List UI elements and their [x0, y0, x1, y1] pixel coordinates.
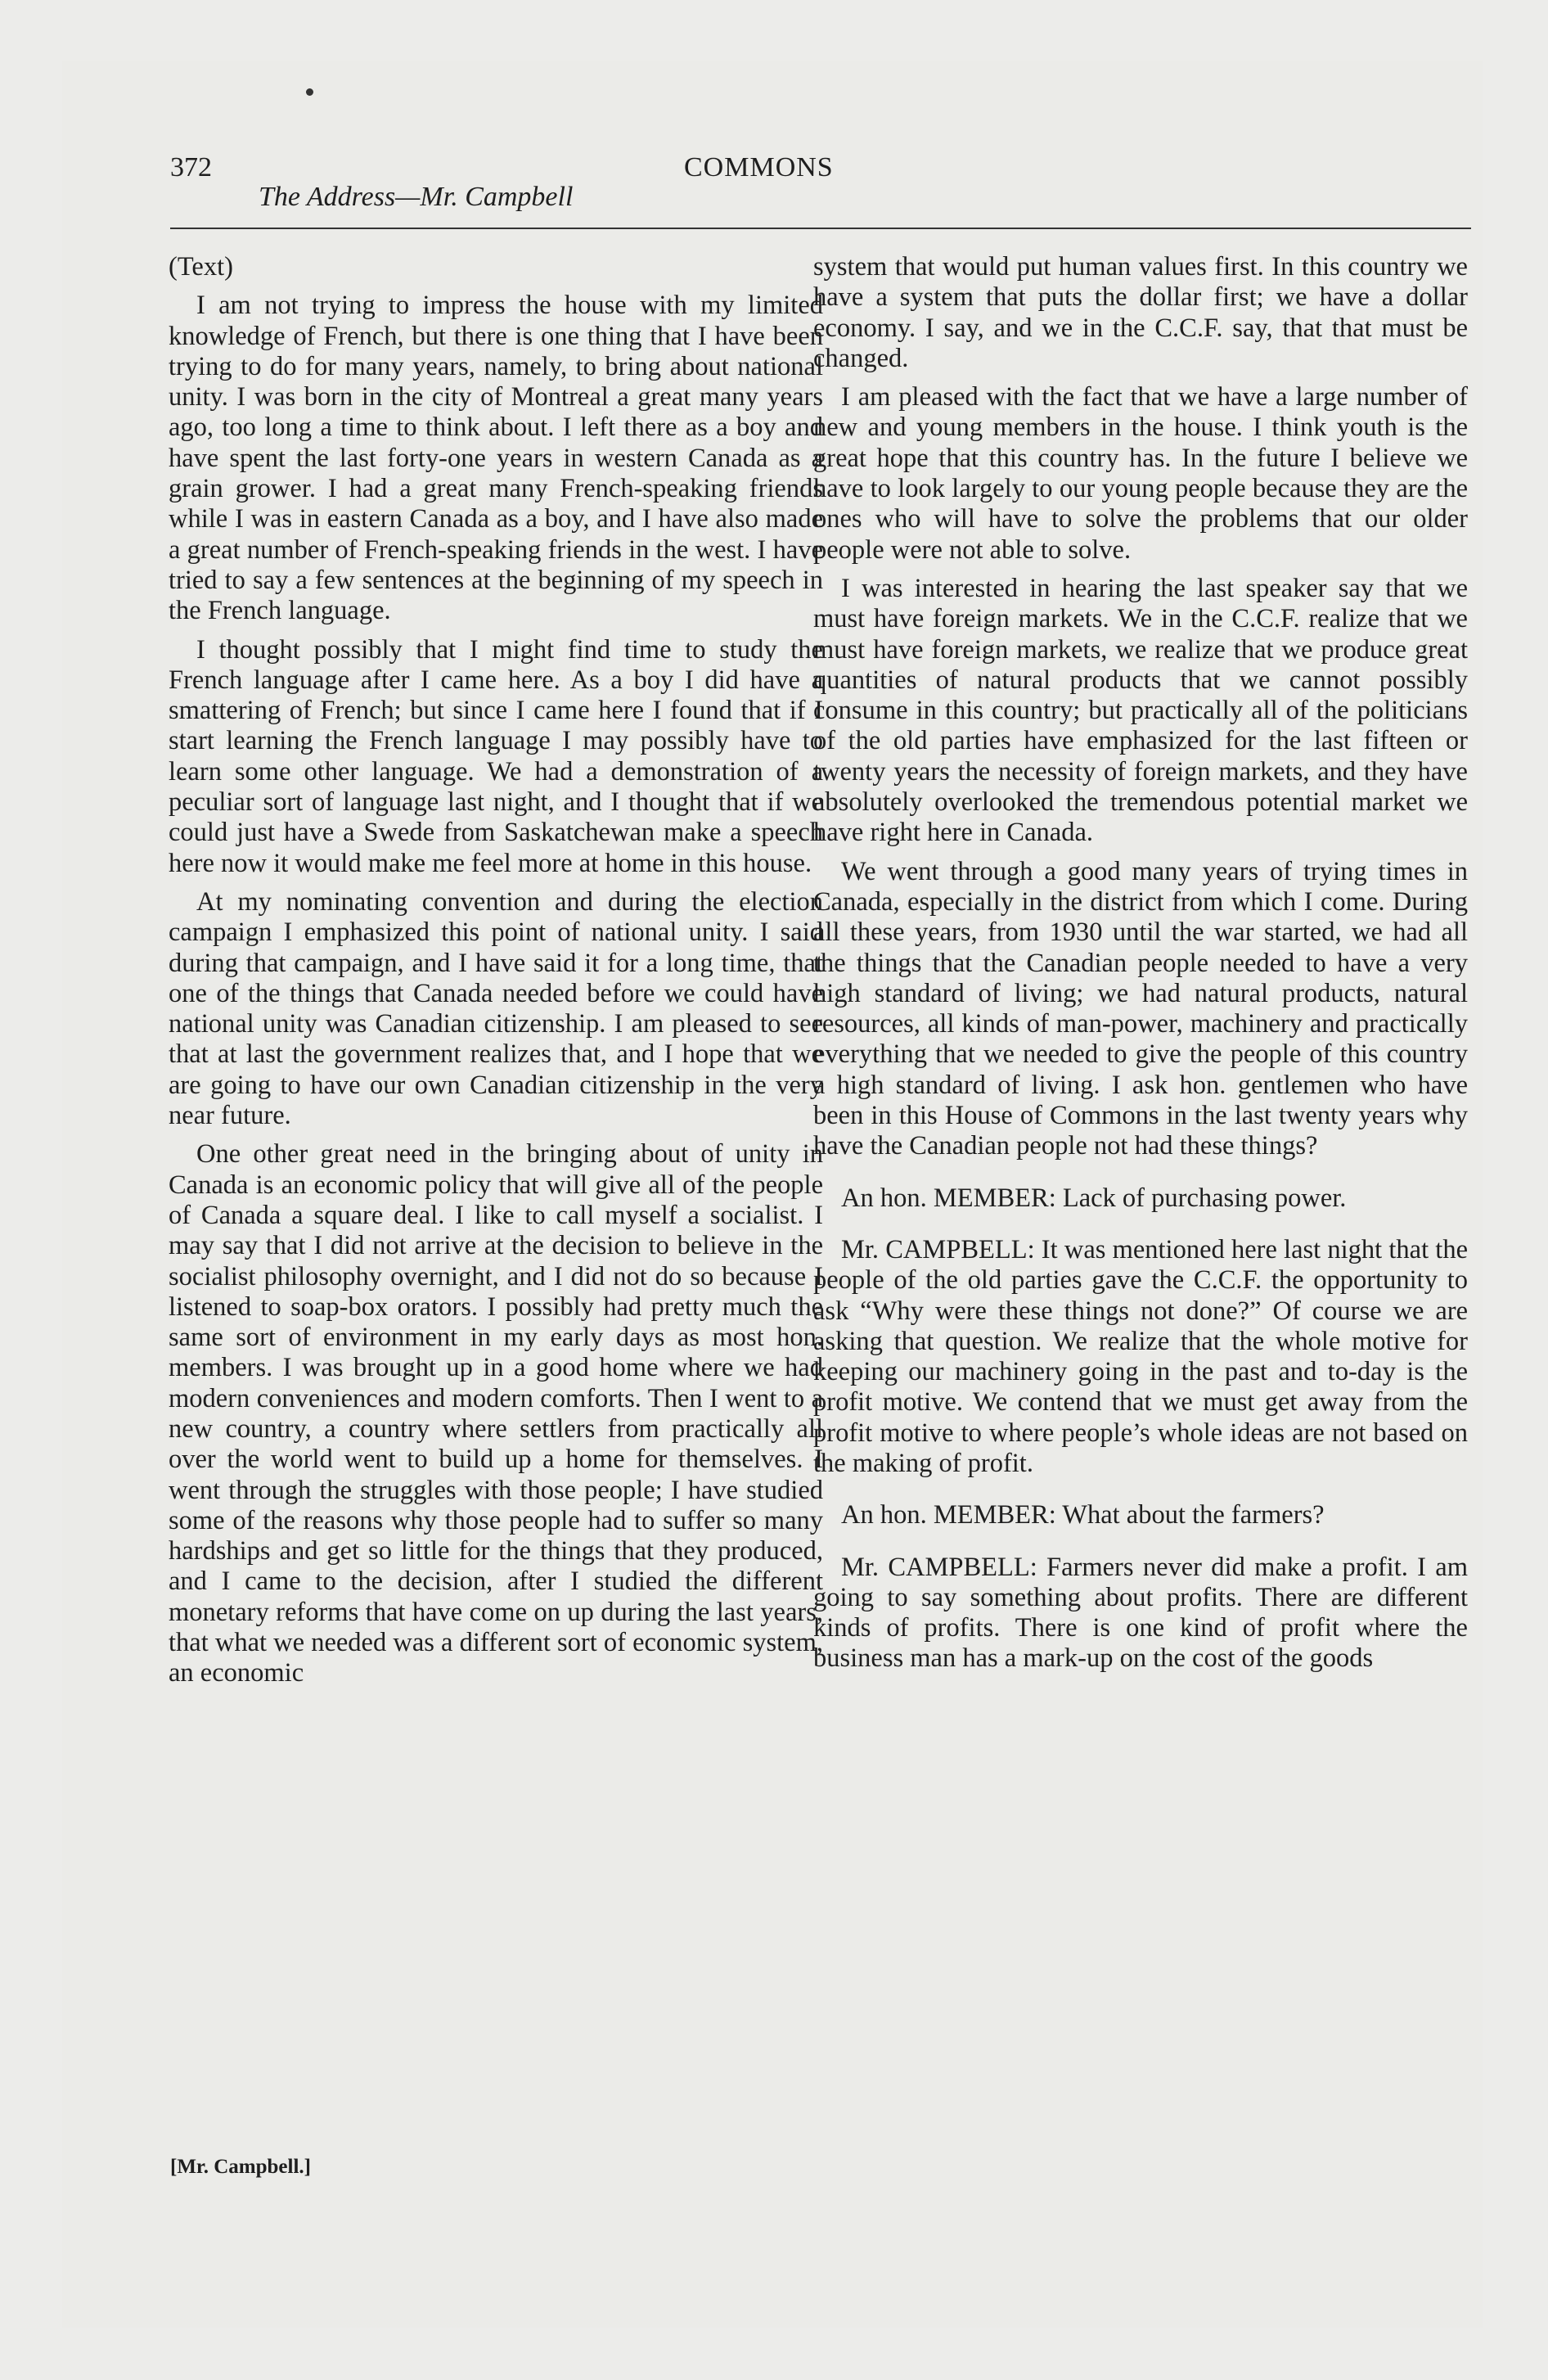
speaker-paragraph: Mr. CAMPBELL: It was mentioned here last night that the people of the old parties gave the C.C.F. the opportunity to ask “Why were these things not done?” Of course we are asking that question. We realize that the whole motive for keeping our machinery going in the past and to-day is the profit motive. We contend that we must get away from the profit motive to where people’s whole ideas are not based on the making of profit. — [813, 1234, 1468, 1478]
header-title: COMMONS — [684, 152, 834, 183]
paragraph: I am not trying to impress the house with my limited knowledge of French, but there is one thing that I have been trying to do for many years, namely, to bring about national unity. I was born in the city of Montreal a great many years ago, too long a time to think about. I left there as a boy and have spent the last forty-one years in western Canada as a grain grower. I had a great many French-speaking friends while I was in eastern Canada as a boy, and I have also made a great number of French-speaking friends in the west. I have tried to say a few sentences at the beginning of my speech in the French language. — [169, 291, 823, 626]
left-column — [169, 252, 823, 1697]
paragraph: At my nominating convention and during the election campaign I emphasized this point of national unity. I said during that campaign, and I have said it for a long time, that one of the things that Canada needed before we could have national unity was Canadian citizenship. I am pleased to see that at last the government realizes that, and I hope that we are going to have our own Canadian citizenship in the very near future. — [169, 886, 823, 1131]
right-column — [813, 252, 1468, 1683]
speaker-paragraph: Mr. CAMPBELL: Farmers never did make a profit. I am going to say something about profits. There are different kinds of profits. There is one kind of profit where the business man has a mark-up on the cost of the goods — [813, 1552, 1468, 1674]
header-rule — [170, 228, 1471, 229]
paragraph: We went through a good many years of trying times in Canada, especially in the district from which I come. During all these years, from 1930 until the war started, we had all the things that the Canadian people needed to have a very high standard of living; we had natural products, natural resources, all kinds of man-power, machinery and practically everything that we needed to give the people of this country a high standard of living. I ask hon. gentlemen who have been in this House of Commons in the last twenty years why have the Canadian people not had these things? — [813, 856, 1468, 1161]
paragraph: I thought possibly that I might find time to study the French language after I came here. As a boy I did have a smattering of French; but since I came here I found that if I start learning the French language I may possibly have to learn some other language. We had a demonstration of a peculiar sort of language last night, and I thought that if we could just have a Swede from Saskatchewan make a speech here now it would make me feel more at home in this house. — [169, 634, 823, 878]
paragraph: I was interested in hearing the last speaker say that we must have foreign markets. We in the C.C.F. realize that we must have foreign markets, we realize that we produce great quantities of natural products that we cannot possibly consume in this country; but practically all of the politicians of the old parties have emphasized for the last fifteen or twenty years the necessity of foreign markets, and they have absolutely overlooked the tremendous potential market we have right here in Canada. — [813, 573, 1468, 848]
ink-dot — [306, 88, 313, 96]
footer-note: [Mr. Campbell.] — [170, 2156, 311, 2178]
paragraph: system that would put human values first. In this country we have a system that puts the dollar first; we have a dollar economy. I say, and we in the C.C.F. say, that that must be changed. — [813, 252, 1468, 373]
speaker-paragraph: An hon. MEMBER: What about the farmers? — [841, 1500, 1325, 1530]
speaker-paragraph: An hon. MEMBER: Lack of purchasing power. — [841, 1183, 1347, 1213]
page — [62, 61, 1483, 2328]
paragraph: One other great need in the bringing about of unity in Canada is an economic policy that will give all of the people of Canada a square deal. I like to call myself a socialist. I may say that I did not arrive at the decision to believe in the socialist philosophy overnight, and I did not do so because I listened to soap-box orators. I possibly had pretty much the same sort of environment in my early days as most hon. members. I was brought up in a good home where we had modern conveniences and modern comforts. Then I went to a new country, a country where settlers from practically all over the world went to build up a home for themselves. I went through the struggles with those people; I have studied some of the reasons why those people had to suffer so many hardships and get so little for the things that they produced, and I came to the decision, after I studied the different monetary reforms that have come on up during the last years, that what we needed was a different sort of economic system, an economic — [169, 1139, 823, 1688]
page-number: 372 — [170, 152, 212, 183]
running-title: The Address—Mr. Campbell — [259, 182, 574, 212]
paragraph: I am pleased with the fact that we have a large number of new and young members in the house. I think youth is the great hope that this country has. In the future I believe we have to look largely to our young people because they are the ones who will have to solve the problems that our older people were not able to solve. — [813, 382, 1468, 565]
text-marker: (Text) — [169, 252, 233, 282]
